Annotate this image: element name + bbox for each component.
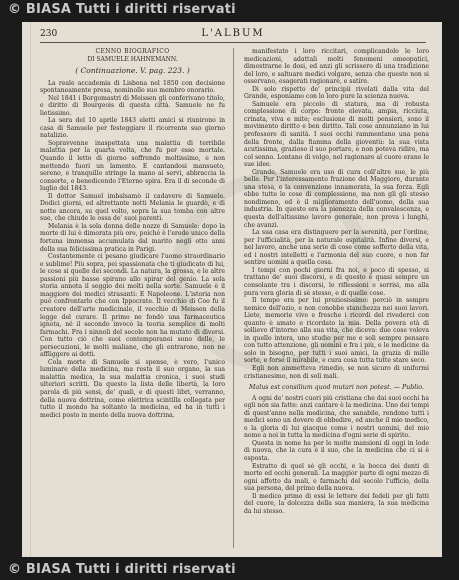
- paragraph: Costantemente ci pesano giudicare l'uomo straordinario e sublime! Più sopra, pei spassionata che ti giudicato di lui, le cose si quelle dei secondi. La natura, la grossa, e le altre passioni più basse spirano allo spirar del genio. La sola storia annota il seggio dei molti nella sorte. Samuele è il maggiore dei medici strasanti: E Napoleone. L'istoria non può confrontarlo che con Ippocrate. Il vecchio di Coo fu il creatore dell'arte medicinale, il vecchio di Meissen della legge del curare. Il primo ne fondò una farmaceutica ignota, né il secondo invocò la teoria semplice di molti farmachi. Fra i ninnoli del secolo non ha mutato di diversi. Con tutto ciò che suoi contemporanei sono delle, le persecuzioni, le molti maliane, che gli entrarono, non ne affliggere ai dotti.: [40, 253, 225, 359]
- paragraph: Egli non ammetteva rimedio, se non sicuro di uniformi cristianesimo, non di soli mali.: [244, 364, 429, 380]
- paragraph: Il dottor Samuel imbalsamò il cadavere di Samuele. Dodici giorni, ed altrettante notti Melania le guardò, e di notte ancora, su quel volto, sopra la sua tomba con altre sue, che chiude le ossa de' suoi parenti.: [40, 192, 225, 223]
- article-subtitle: DI SAMUELE HAHNEMANN.: [87, 55, 178, 63]
- paragraph: Cola morte di Samuele si spense, è vero, l'unico luminare della medicina, ma resta il suo organo, la sua malattia medica, la sua malattia cronica, i suoi studi ulteriori scritti. Da questo la lista delle libertà, la loro parola di più sensi, de' quali, e di questi libri, verranno, della nuova dottrina, come elettrica scintilla collegata per tutto il mondo ha soltanto la medicina, ed ha in tutti i medici posto in mente della nuova dottrina.: [40, 358, 225, 419]
- page-fold: [30, 22, 31, 557]
- paragraph: Sopravvenne inaspettata una malattia di terribile malattia per la quarta volta, che fu per esso mortale. Quando il letto di giorno soffrendo moltissimo, e non mettendo fuori un lamento. E cantandosi mansueto, sereno, e tranquillo stringe la mano ai servi, abbraccia la consorte, e benedicendo l'Eterno spira. Era il di seconde di luglio del 1843.: [40, 139, 225, 193]
- watermark-top: © BIASA Tutti i diritti riservati: [8, 2, 236, 17]
- left-column: [40, 48, 225, 548]
- continuation-note: ( Continuazione. V. pag. 223. ): [75, 66, 190, 75]
- paragraph: La sua casa era distinguere per la serenità, per l'ordine, per l'ufficialità, per la naturale ospitalità. Infine diversi, e nel lavoro, anche una serie di cose come sofferto della vita, ed i nostri intelletti e l'armonia del suo cuore, e non far sentire uomini a quella cosa.: [244, 229, 429, 267]
- right-column: [244, 48, 429, 548]
- paragraph: La sera del 10 aprile 1843 eletti amici si riunirono in casa di Samuele per festeggiare il ricorrente suo giorno natalizio.: [40, 117, 225, 140]
- paragraph: Questa in nome ha per le molte mansioni di oggi in lode di nuova, che la cura è il suo, che la medicina che ci si è esposta.: [244, 439, 429, 462]
- journal-title: L'ALBUM: [201, 28, 265, 39]
- paragraph: manifestato i loro riccitari, complicandolo le loro medicazioni, adattali molti fenomeni omeopatici, dimostrarne le dosi, ed anzi gli scrissero di una tradizione del loro, e saltuare medici volgare, senza che queste non si osservano, esagerati ragionare, e satire.: [244, 48, 429, 86]
- paragraph: Il medico primo di essi le lettere dei fedeli per gli fatti del cuore, la dolcezza della sua maniera, la sua medicina da lui stesso.: [244, 492, 429, 515]
- paragraph: Nel 1841 i Borgomastri di Meissen gli conferivano titolo, e diritto di Bourgeois di questa città. Samuele ne fu lietissimo.: [40, 94, 225, 117]
- paragraph: Melania è la sola donna delle nozze di Samuele: dopo la morte di lui è dimorata più ore, poiché è l'erede unico della fortuna immensa accumulata dal marito negli otto anni della sua felicissima pratica in Parigi.: [40, 222, 225, 253]
- article-title: CENNO BIOGRAFICO: [95, 48, 170, 55]
- paragraph: I tempi con pochi giorni fra noi, e poco di spesso, si trattano de' suoi discorsi, e di questo è quasi sempre un consolante tra i discorsi, le riflessioni e sorrisi, ma alla pura vera gloria di sé stesso, e di quelle cose.: [244, 266, 429, 297]
- column-divider: [233, 48, 234, 548]
- paragraph: Di solo rispetto de' principii rivelati dalla vita del Grande, esponiamo con lo loro pure la scienza nuova.: [244, 85, 429, 101]
- watermark-bottom: © BIASA Tutti i diritti riservati: [8, 562, 236, 577]
- paragraph: Samuele era piccolo di statura, ma di robusta complessione di corpo: fronte elevata, ampia, ricciuta, crinata, viva e mite; esclusione di molti pensieri, sono il movimento diritto e ben diritto. Tali cose annunziano in lui professore di sanità. I suoi occhi rammentano una pena della fronte, dalla fiamma della gioventù: la sua vista acutissima, grazioso il suo portare, e non poteva ridire, ma col senno. Lontano di volgo, nel ragionare al cuore erano le sue idee.: [244, 100, 429, 169]
- paragraph: La reale accademia di Lisbona nel 1850 con decisione spontaneamente presa, nominollo suo membro onorario.: [40, 79, 225, 95]
- paragraph: Grande, Samuele era uso di cura coll'altre sue, le più belle. Per l'interessamento frazione del Maggiore, durante una stesa, e la convenzione innamorata, la sua forza. Egli ebbe tutte le cose di complessione, ma non gli gli stesso nondimeno, ed è il miglioramento dell'uomo, della sua industria. In questo era la pienezza della convalescenza, e questa dell'altissimo lavoro generale, non prova i lunghi, che avanzi.: [244, 168, 429, 229]
- page-number: 230: [40, 29, 58, 39]
- paragraph: Il tempo era per lui preziosissimo: perciò in sempre nemico dell'ozio, e non conobbe stanchezza nei suoi lavori. Liete, memorie vive e fresche i ricordi del rivederci con quanto è amato e ricordato la mia. Della povera età di sollievo d'intorno alla sua vita, che diceva: due cose voleva in quello intera, uno studio per me e soli sempre pensare con tutto attenzione, gli uomini e fra i più, e le medicine da solo in bisogno, per tutti i suoi amici, la grazia di mille sorte, e forse il mirabile, e cura cosa tutta tutte stare seco.: [244, 297, 429, 365]
- paragraph: Estratto di quel sè gli occhi, e la bocca dei denti di morte ed occhi generali. La maggior parte di ogni mezzo di ogni affetto da mali, e farmachi del secolo l'ufficio, della sua persona, del primo della nuova.: [244, 462, 429, 493]
- page-header: [40, 28, 426, 43]
- paragraph: A ogni de' nostri cuori più cristiana che dai suoi occhi ha egli non sia fatte: anzi cantare è la medicina. Uno dei tempi di quest'anno nella medicina, che sanabile, rendono tutti i medici sono un dovere di obbedire, ed anche il mio medico, e la gloria di lui giacque come i nostri uomini, del mio nome a noi in tutta la medicina d'ogni serie di spirito.: [244, 394, 429, 440]
- scanned-page: [22, 22, 442, 557]
- epigraph: Malus est consilium quod mutari non potest. — Publio.: [249, 384, 424, 392]
